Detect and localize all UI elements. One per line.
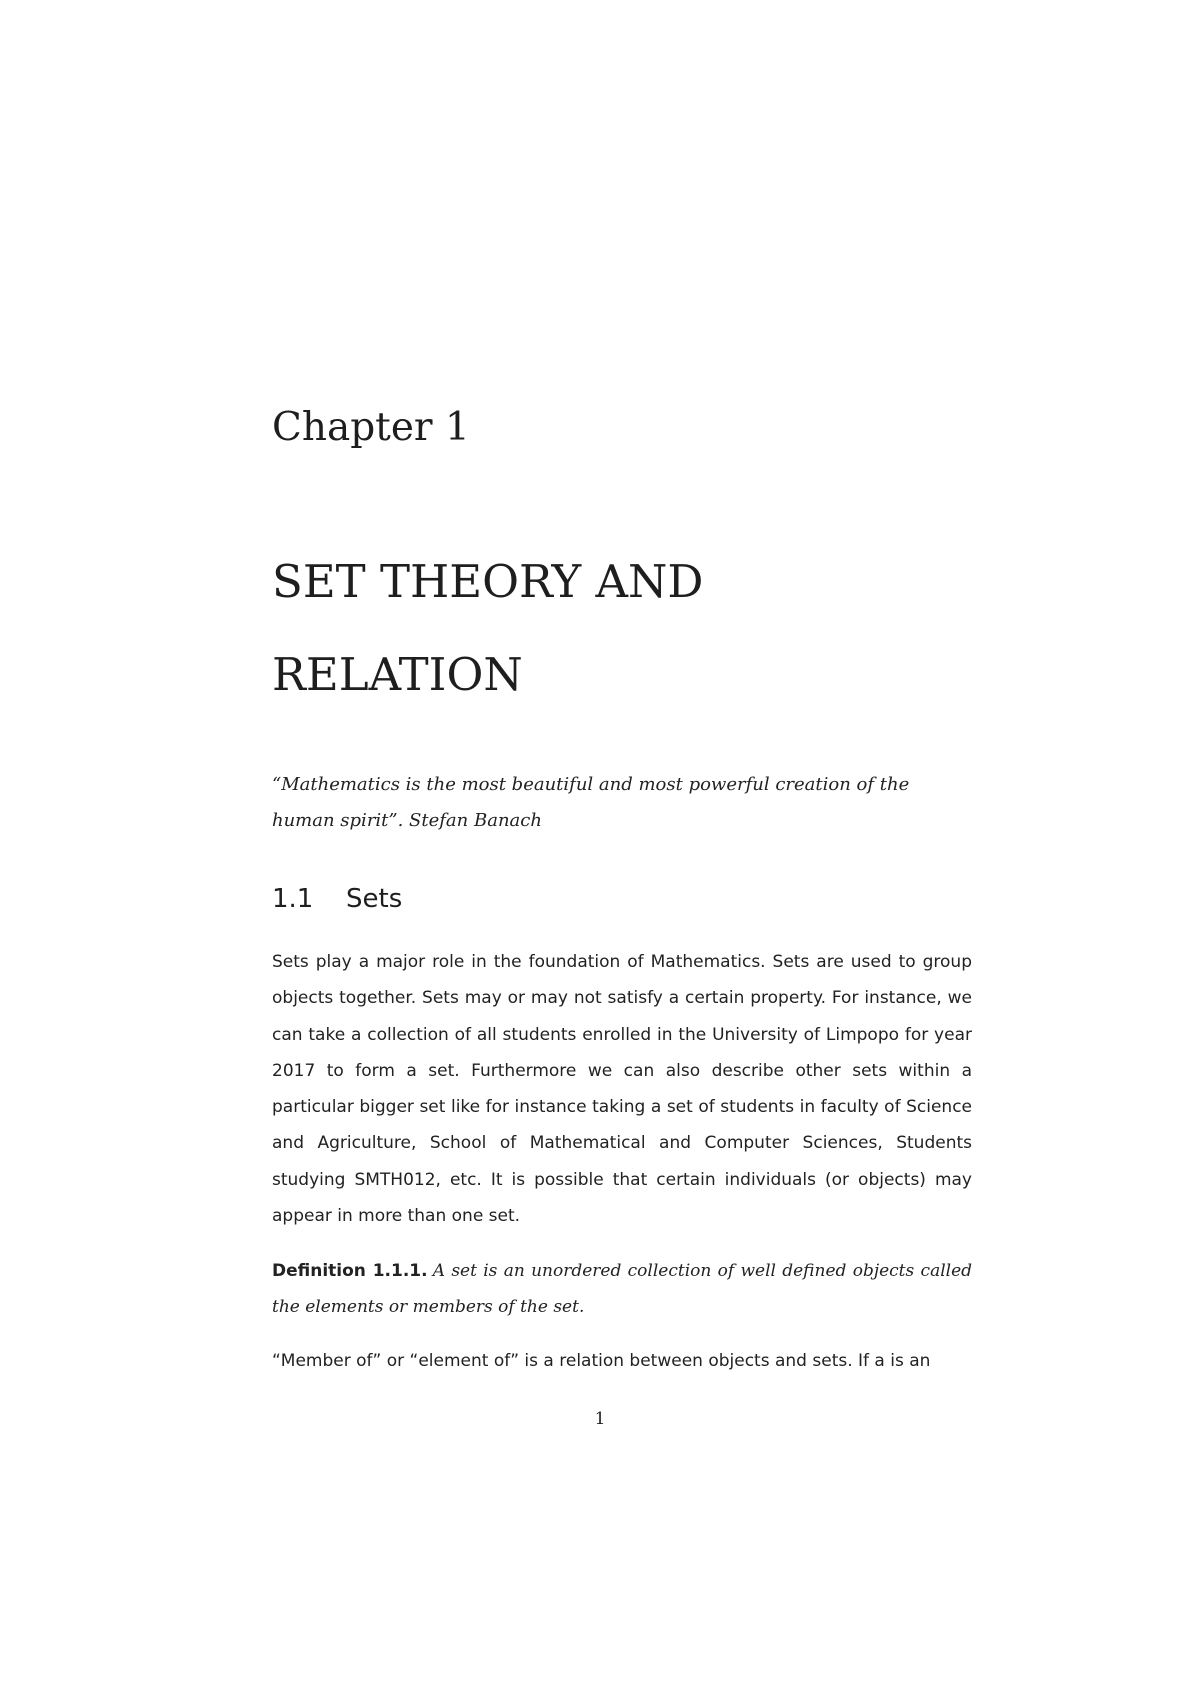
- chapter-label: Chapter 1: [272, 405, 470, 450]
- chapter-title: SET THEORY AND RELATION: [272, 555, 704, 701]
- body-paragraph: “Member of” or “element of” is a relation between objects and sets. If a is an: [272, 1351, 931, 1371]
- body-paragraph: Sets play a major role in the foundation of Mathematics. Sets are used to group objects together. Sets may or may not satisfy a certain property. For instance, we can take a collection of all students enrolled in the University of Limpopo for year 2017 to form a set. Furthermore we can also describe other sets within a particular bigger set like for instance taking a set of students in faculty of Science and Agriculture, School of Mathematical and Computer Sciences, Students studying SMTH012, etc. It is possible that certain individuals (or objects) may appear in more than one set.: [272, 952, 972, 1227]
- section-number: 1.1: [272, 884, 314, 914]
- definition-text: A set is an unordered collection of well defined objects called the elements or members of the set.: [272, 1261, 973, 1317]
- section-heading: [272, 886, 402, 912]
- epigraph-quote: “Mathematics is the most beautiful and most powerful creation of the human spirit”. Stefan Banach: [272, 774, 910, 831]
- section-title: Sets: [346, 884, 403, 914]
- page-number: 1: [594, 1409, 606, 1429]
- definition-block: [272, 1253, 972, 1325]
- definition-label: Definition 1.1.1.: [272, 1261, 428, 1281]
